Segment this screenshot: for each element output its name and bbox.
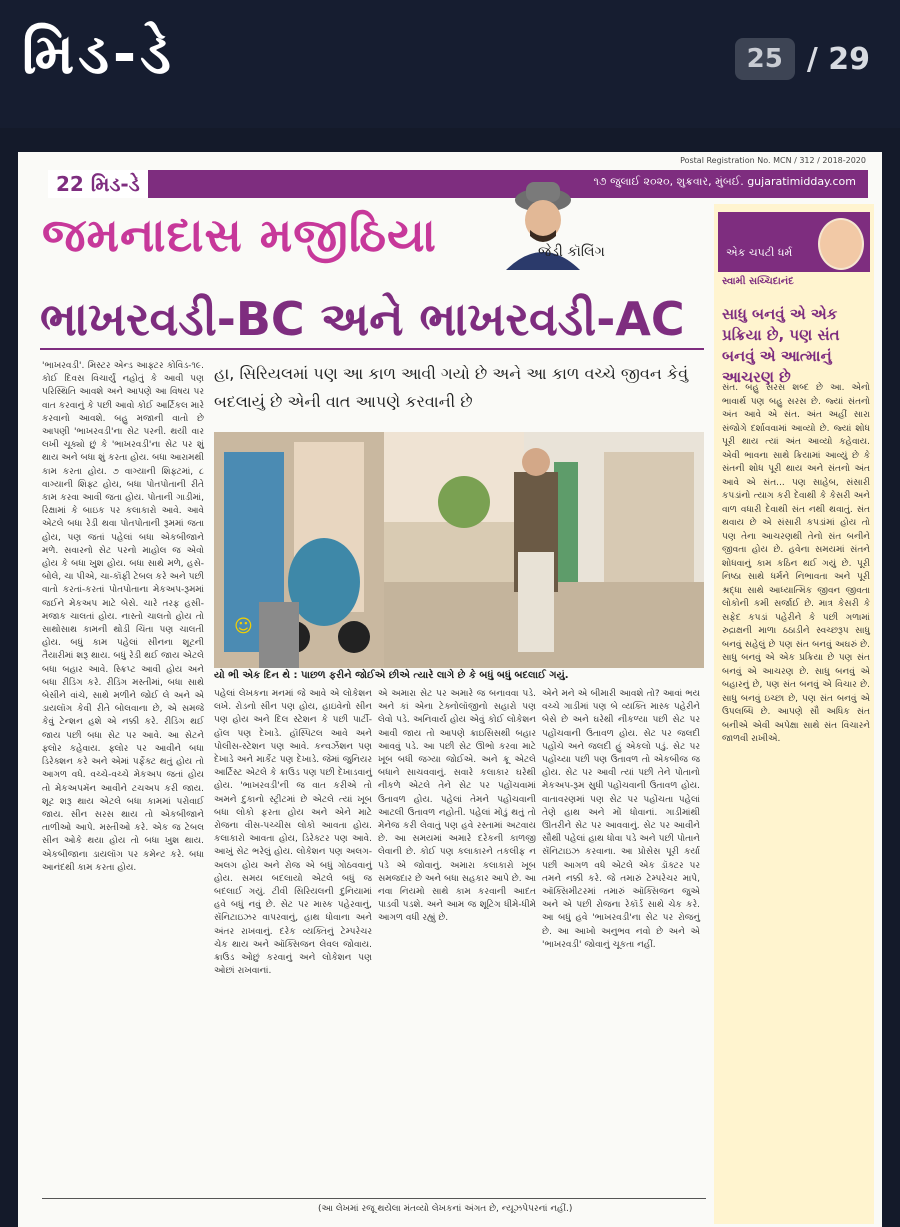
disclaimer: (આ લેખમાં રજૂ થયેલા મંતવ્યો લેખકનાં અંગત છે, ન્યૂઝપેપરનાં નહીં.): [318, 1204, 573, 1214]
sidebar-tag-label: એક ચપટી ધર્મ: [726, 246, 793, 259]
sidebar-body: સંત. બહુ સરસ શબ્દ છે આ. એનો ભાવાર્થ પણ બહુ સરસ છે. જ્યાં સંતનો અંત આવે એ સંત. અંત અહીં સારા સંજોગે દર્શાવવામાં આવ્યો છે. જ્યાં શોધ પૂરી થાય ત્યાં અંત આવ્યો કહેવાય. એવી ભાવના સાથે ક્રિયામાં આવ્યું છે કે સંતની શોધ પૂરી થાય અને સંતનો અંત આવે એ સંત... પણ સાહેબ, સંસારી કપડાંનો ત્યાગ કરી દેવાથી કે કેસરી અને વાળ વધારી દેવાથી સંત નથી થવાતું. સંત થવાય છે એ સંસારી કપડાંમાં હોય તો પણ તેના આચરણથી તેનો સંત બનીને જીવતા હોય છે. હવેના સમયમાં સંતને શોધવાનું કામ કઠિન થઈ ગયું છે. પૂરી નિષ્ઠા સાથે ધર્મને નિભાવતા અને પૂરી શ્રદ્ધા સાથે આધ્યાત્મિક જીવન જીવતા લોકોની કમી સર્જાઈ છે. માત્ર કેસરી કે સફેદ કપડાં પહેરીને કે પછી ગળામાં રુદ્રાક્ષની માળા ઠઠાડીને સ્વચ્છરૂપ સાધુ બનવું સહેલું છે પણ સંત બનવું અઘરું છે. સાધુ બનવું એ એક પ્રક્રિયા છે પણ સંત બનવું એ આચરણ છે. સાધુ બનવું એ બહારનું છે, પણ સંત બનવું એ વિચાર છે. સાધુ બનવું ઇચ્છા છે, પણ સંત બનવું એ ઉપલબ્ધિ છે. આપણે સૌ અધિક સંત બનીએ એવી અપેક્ષા સાથે સંત વિચારને જાળવી રાખીએ.: [722, 383, 870, 744]
photo-caption: યો ભી એક દિન થે : પાછળ ફરીને જોઈએ છીએ ત્યારે લાગે છે કે બધું બધું બદલાઈ ગયું.: [214, 670, 569, 681]
article-headline: ભાખરવડી-BC અને ભાખરવડી-AC: [40, 292, 685, 346]
article-photo: [214, 432, 704, 668]
column-title: જેડી કૉલિંગ: [538, 244, 605, 260]
page-brand: મિડ-ડે: [90, 172, 140, 196]
article-column-1: 'ભાખરવડી'. મિસ્ટર એન્ડ આફ્ટર કોવિડ-૧૯. કોઈ દિવસ વિચાર્યું નહોતું કે આવી પણ પરિસ્થિતિ આવશે અને આપણે આ વિષય પર વાત કરવાનું કે પછી આવો કોઈ આર્ટિકલ મારે કરવાનો આવશે. બહુ મજાની વાતો છે આપણી 'ભાખરવડી'ના સેટ પરની. થયી વાર લખી ચૂક્યો છું કે 'ભાખરવડી'ના સેટ પર શું થાય અને બધા શું કરતા હોય. બધા આરામથી કામ કરતા હોય. ૭ વાગ્યાની શિફ્ટમાં, ૮ વાગ્યાની શિફ્ટ હોય, બધા પોતપોતાની રીતે કામ કરવા આવી જતા હોય. પોતાની ગાડીમાં, રિક્ષામાં કે બાઇક પર કલાકારો આવે. આવે એટલે બધા રેડી થવા પોતપોતાની રૂમમાં જતા હોય, પણ જતાં પહેલાં બધા એકબીજાને મળે. સવારનો સેટ પરનો માહોલ જ એવો હોય કે બધા ખુશ હોય. બધા સાથે મળે, હસે-બોલે, ચા પીએ, ચા-કૉફી ટેબલ કરે અને પછી વાતો કરતાં-કરતાં પોતપોતાના મેકઅપ-રૂમમાં જઈને મેકઅપ માટે બેસે. ચારે તરફ હસી-મજાક ચાલતાં હોય. નાસ્તો ચાલતો હોય તો સાથોસાથ કામની થોડી ચિંતા પણ ચાલતી હોય. બધું કામ પહેલાં સીનના શૂટની તૈયારીમાં શરૂ થાય. બધું રેડી થઈ જાય એટલે બધા બહાર આવે. સ્ક્રિપ્ટ આવી હોય અને બધા રીડિંગ કરે. રીડિંગ મસ્તીમાં, બધા સાથે બેસીને વાંચે, સાથે મળીને જોઈ લે અને એ ડાયલૉગ કેવી રીતે બોલવાના છે, એ સમજે કેવું ટેન્શન હશે એ નક્કી કરે. રીડિંગ થઈ જાય પછી બધા સેટ પર આવે. આ સેટને ફ્લોર કહેવાય. ફ્લોર પર આવીને બધા ડિરેક્શન કરે અને એમાં પર્ફેક્ટ થતું હોય તો આગળ વધે. વચ્ચે-વચ્ચે મેકઅપ જતાં હોય તો મેકઅપમૅન આવીને ટચઅપ કરી જાય. શૂટ શરૂ થાય એટલે બધા કામમાં પરોવાઈ જાય. સીન સરસ થાય તો એકબીજાને તાળીઓ આપે. મસ્તીઓ કરે. એક જ ટેબલ સીન ઓકે થયા હોય તો બધા ખુશ થાય. એકબીજાના ડાયલૉગ પર કમેન્ટ કરે. બધા આનંદથી કામ કરતા હોય.: [42, 361, 204, 873]
page-indicator: [735, 38, 870, 80]
sidebar-author: સ્વામી સચ્ચિદાનંદ: [722, 276, 794, 287]
svg-text:☺: ☺: [234, 616, 253, 637]
article-deck: હા, સિરિયલમાં પણ આ કાળ આવી ગયો છે અને આ કાળ વચ્ચે જીવન કેવું બદલાયું છે એની વાત આપણે કરવાની છે: [214, 364, 689, 411]
app-logo: મિડ-ડે: [22, 22, 175, 87]
date-line: ૧૭ જુલાઈ ૨૦૨૦, શુક્રવાર, મુંબઈ. gujaratimidday.com: [593, 175, 856, 188]
page-header-band: [48, 170, 868, 198]
article-column-3: એ અમારા સેટ પર અમારે જ બનાવવા પડે. અને કાં એના ટેક્નોલૉજીનો સહારો પણ લેવો પડે. અનિવાર્ય હોય એવું કોઈ લોકેશન આવી જાય તો આપણે ક્રાઇસિસથી બહાર આવવું પડે. આ પછી સેટ ઊભો કરવા માટે ખૂબ બધી જગ્યા જોઈએ. અને ક્રૂ એટલે બધાને સાચવવાનું. સવારે કલાકાર ઘરેથી નીકળે એટલે તેને સેટ પર પહોંચવામાં ઉતાવળ હોય. પહેલાં તેમને પહોંચવાની આટલી ઉતાવળ નહોતી. પહેલાં મોડું થતું તો મેનેજ કરી લેવાતું પણ હવે રસ્તામાં અટવાય છે. આ સમયમાં અમારે દરેકની કાળજી લેવાની છે. કોઈ પણ કલાકારને તકલીફ ન પડે એ જોવાનું. અમારા કલાકારો ખૂબ સમજદાર છે અને બધા સહકાર આપે છે. આ નવા નિયમો સાથે કામ કરવાની આદત પાડવી પડશે. અને આમ જ શૂટિંગ ધીમે-ધીમે આગળ વધી રહ્યું છે.: [378, 689, 536, 924]
footer-rule: [42, 1198, 706, 1199]
article-column-2: પહેલાં લેખકના મનમાં જે આવે એ લોકેશન લખે. રોડનો સીન પણ હોય, હાઇવેનો સીન પણ હોય અને દિલ સ્ટેશન કે પછી પાર્ટી-હૉલ પણ દેખાડે. હૉસ્પિટલ આવે અને પોલીસ-સ્ટેશન પણ આવે. કન્વર્ઝેશન પણ દેખાડે અને માર્કેટ પણ દેખાડે. જેમાં જુનિયર આર્ટિસ્ટ એટલે કે ક્રાઉડ પણ પછી દેખાડવાનું હોય. 'ભાખરવડી'ની જ વાત કરીએ તો અમને દુકાનો સ્ટ્રીટમાં છે એટલે ત્યાં ખૂબ બધા લોકો ફરતા હોય અને એને માટે રોજના વીસ-પચ્ચીસ લોકો આવતા હોય. કલાકારો આવતા હોય, ડિરેક્ટર પણ આવે. આખું સેટ ભરેલું હોય. લોકેશન પણ અલગ-અલગ હોય અને રોજ એ બધું ગોઠવવાનું હોય. સમય બદલાયો એટલે બધું જ બદલાઈ ગયું. ટીવી સિરિયલની દુનિયામાં હવે બધું નવું છે. સેટ પર માસ્ક પહેરવાનું, સૅનિટાઇઝર વાપરવાનું, હાથ ધોવાના અને અંતર રાખવાનું. દરેક વ્યક્તિનું ટેમ્પરેચર ચેક થાય અને ઑક્સિજન લેવલ જોવાય. ક્રાઉડ ઓછું કરવાનું અને લોકેશન પણ ઓછાં રાખવાનાં.: [214, 689, 372, 977]
columnist-name: જમનાદાસ મજીઠિયા: [42, 208, 437, 262]
page-number: 22: [56, 172, 84, 196]
postal-registration: Postal Registration No. MCN / 312 / 2018-2020: [680, 156, 866, 165]
total-pages-label: / 29: [806, 41, 870, 77]
newspaper-page[interactable]: [18, 152, 882, 1227]
sidebar-column: [714, 204, 874, 1224]
sidebar-tag-box: [718, 212, 870, 272]
app-topbar: [0, 0, 900, 128]
sidebar-headline: સાધુ બનવું એ એક પ્રક્રિયા છે, પણ સંત બનવું એ આત્માનું આચરણ છે: [722, 305, 840, 386]
headline-rule: [40, 348, 704, 350]
sidebar-author-photo: [818, 218, 864, 270]
page-number-block: [48, 170, 148, 198]
current-page-badge[interactable]: 25: [735, 38, 795, 80]
article-column-4: એને મને એ બીમારી આવશે તો? આવાં ભય વચ્ચે ગાડીમાં પણ બે વ્યક્તિ માસ્ક પહેરીને બેસે છે અને ઘરેથી નીકળ્યા પછી સેટ પર પહોંચવાની ઉતાવળ હોય. સેટ પર જલદી પહોંચે અને જલદી હું એકલો પડું. સેટ પર પહોંચ્યા પછી પણ ઉતાવળ તો એકબીજ જ હોય. સેટ પર આવી ત્યાં પછી તેને પોતાનો મેકઅપ-રૂમ સુધી પહોંચવાની ઉતાવળ હોય. વાતાવરણમાં પણ સેટ પર પહોંચતા પહેલાં તેણે હાથ અને મોં ધોવાનાં. ગાડીમાંથી ઊતરીને સેટ પર આવવાનું. સેટ પર આવીને સૌથી પહેલાં હાથ ધોવા પડે અને પછી પોતાને સૅનિટાઇઝ કરવાના. આ પ્રોસેસ પૂરી કર્યા પછી આગળ વધે એટલે એક ડૉક્ટર પર તમને નક્કી કરે. જે તમારું ટેમ્પરેચર માપે, ઑક્સિમીટરમાં તમારું ઑક્સિજન જુએ અને એ પછી રોજના રેકૉર્ડ સાથે ચેક કરે. આ બધું હવે 'ભાખરવડી'ના સેટ પર રોજનું છે. આ આખો અનુભવ નવો છે અને એ 'ભાખરવડી' જોવાનું ચૂકતા નહીં.: [542, 689, 700, 950]
